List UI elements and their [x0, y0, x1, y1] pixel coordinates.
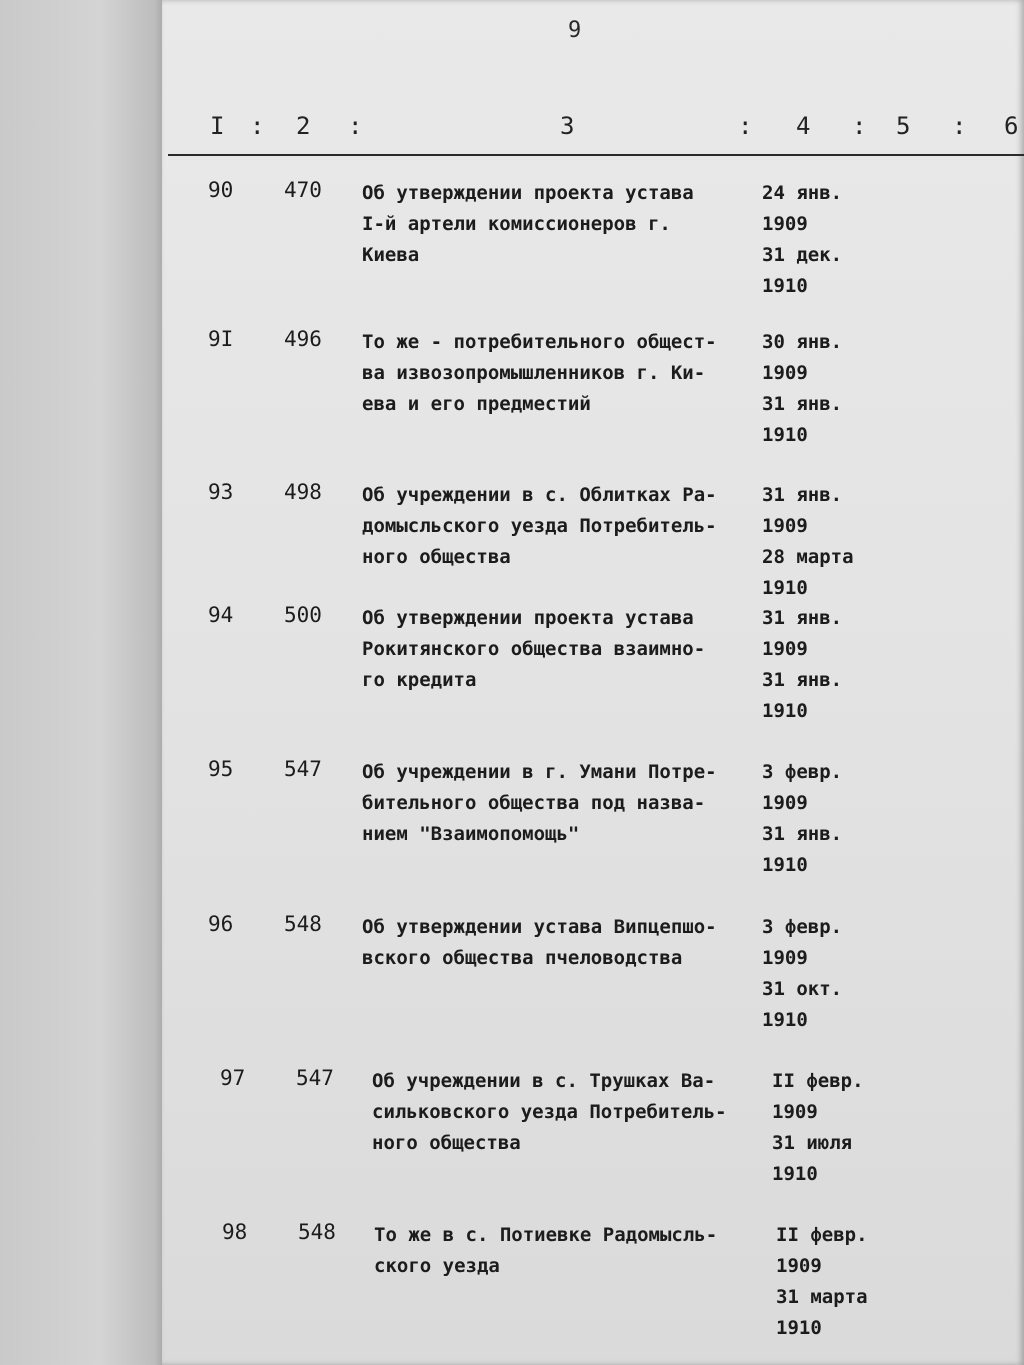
entry-number: 95 — [208, 757, 234, 781]
entry-doc-number: 498 — [284, 480, 322, 504]
entry-description: Об учреждении в с. Трушках Ва- сильковского уезда Потребитель- ного общества — [372, 1070, 727, 1154]
entry-description: То же в с. Потиевке Радомысль- ского уезда — [374, 1224, 718, 1277]
entry-doc-number: 548 — [284, 912, 322, 936]
header-rule — [168, 154, 1024, 156]
entry-dates: 31 янв. 1909 28 марта 1910 — [762, 484, 854, 599]
entry-dates: 24 янв. 1909 31 дек. 1910 — [762, 182, 843, 297]
header-col-3: 3 — [560, 112, 575, 140]
entry-doc-number: 500 — [284, 603, 322, 627]
entry-doc-number: 547 — [296, 1066, 334, 1090]
entry-number: 98 — [222, 1220, 248, 1244]
entry-description: То же - потребительного общест- ва извозопромышленников г. Ки- ева и его предместий — [362, 331, 717, 415]
entry-dates: II февр. 1909 31 июля 1910 — [772, 1070, 864, 1185]
entry-description: Об утверждении проекта устава I-й артели комиссионеров г. Киева — [362, 182, 694, 266]
entry-number: 97 — [220, 1066, 246, 1090]
header-col-5: 5 — [896, 112, 911, 140]
header-sep: : — [250, 112, 265, 140]
entry-description: Об утверждении устава Випцепшо- вского общества пчеловодства — [362, 916, 717, 969]
entry-dates: 31 янв. 1909 31 янв. 1910 — [762, 607, 843, 722]
header-col-2: 2 — [296, 112, 311, 140]
header-col-4: 4 — [796, 112, 811, 140]
entry-description: Об утверждении проекта устава Рокитянского общества взаимно- го кредита — [362, 607, 706, 691]
header-sep: : — [852, 112, 867, 140]
entry-dates: II февр. 1909 31 марта 1910 — [776, 1224, 868, 1339]
header-sep: : — [348, 112, 363, 140]
page-number: 9 — [568, 18, 582, 43]
entry-doc-number: 548 — [298, 1220, 336, 1244]
entry-number: 94 — [208, 603, 234, 627]
entry-doc-number: 496 — [284, 327, 322, 351]
entry-dates: 30 янв. 1909 31 янв. 1910 — [762, 331, 843, 446]
header-col-1: I — [210, 112, 225, 140]
entry-number: 93 — [208, 480, 234, 504]
entry-description: Об учреждении в г. Умани Потре- бительного общества под назва- нием "Взаимопомощь" — [362, 761, 717, 845]
entry-number: 96 — [208, 912, 234, 936]
header-col-6: 6 — [1004, 112, 1019, 140]
header-sep: : — [952, 112, 967, 140]
entry-doc-number: 470 — [284, 178, 322, 202]
entry-number: 90 — [208, 178, 234, 202]
entry-description: Об учреждении в с. Облитках Ра- домысльского уезда Потребитель- ного общества — [362, 484, 717, 568]
header-sep: : — [738, 112, 753, 140]
entry-dates: 3 февр. 1909 31 янв. 1910 — [762, 761, 843, 876]
entry-dates: 3 февр. 1909 31 окт. 1910 — [762, 916, 843, 1031]
facing-page-edge — [0, 0, 168, 1365]
entry-number: 9I — [208, 327, 234, 351]
entry-doc-number: 547 — [284, 757, 322, 781]
